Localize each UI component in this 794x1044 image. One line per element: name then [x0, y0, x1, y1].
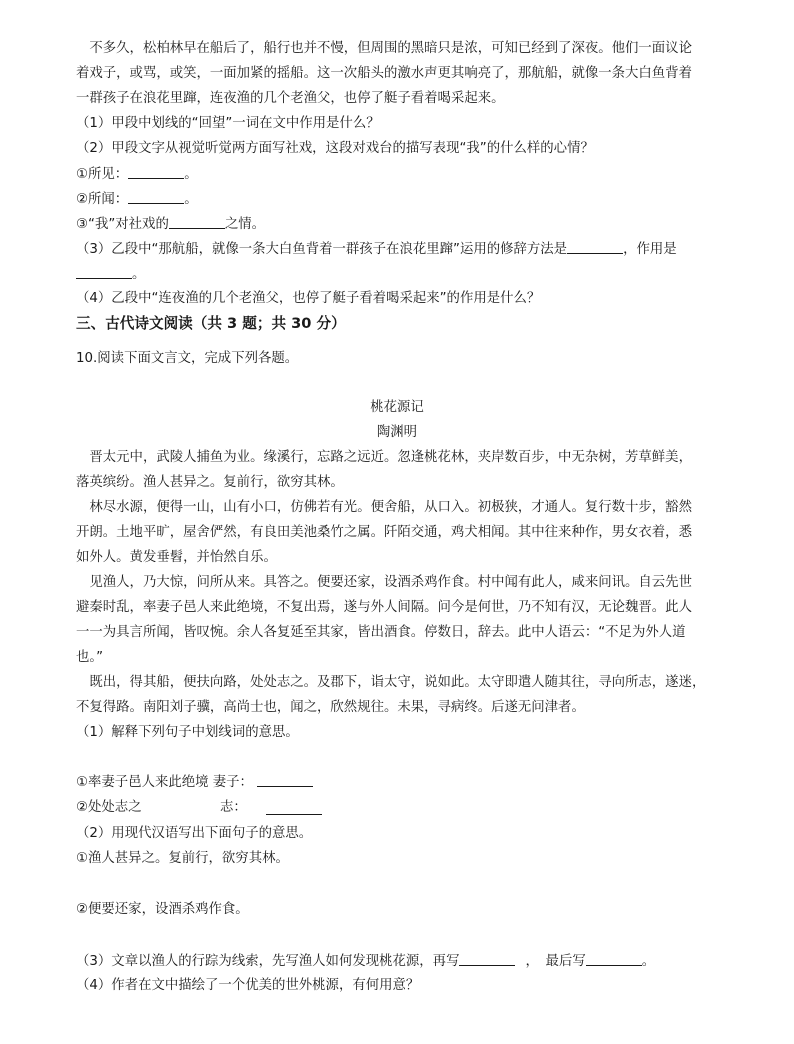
classical-text-line: 既出，得其船，便扶向路，处处志之。及郡下，诣太守，说如此。太守即遣人随其往，寻向所志，遂迷，	[76, 675, 706, 690]
classical-text-line: 林尽水源，便得一山，山有小口，仿佛若有光。便舍船，从口入。初极狭，才通人。复行数十步，豁然	[76, 500, 692, 515]
sub-question-1b-text: ②处处志之	[76, 800, 142, 815]
classical-text-line: 见渔人，乃大惊，问所从来。具答之。便要还家，设酒杀鸡作食。村中闻有此人，咸来问讯。自云先世	[76, 575, 692, 590]
answer-blank[interactable]	[128, 165, 184, 179]
sub-question-3-mid: ， 最后写	[525, 954, 586, 969]
classical-text-line: 不复得路。南阳刘子骥，高尚士也，闻之，欣然规往。未果，寻病终。后遂无问津者。	[76, 700, 585, 715]
sub-question-3-text: （3）文章以渔人的行踪为线索，先写渔人如何发现桃花源，再写	[76, 954, 460, 969]
question-3-mid: ，作用是	[623, 242, 677, 257]
sub-question-2b: ②便要还家，设酒杀鸡作食。	[76, 902, 249, 917]
question-2c-suffix: 之情。	[224, 217, 266, 232]
question-2a-label: ①所见：	[76, 167, 129, 182]
poem-author: 陶渊明	[376, 425, 418, 440]
question-3	[76, 240, 677, 259]
sub-question-1: （1）解释下列句子中划线词的意思。	[76, 725, 299, 740]
answer-blank[interactable]	[76, 265, 132, 279]
question-2b-label: ②所闻：	[76, 192, 129, 207]
question-4: （4）乙段中“连夜渔的几个老渔父，也停了艇子看着喝采起来”的作用是什么？	[76, 291, 541, 306]
section-title: 三、古代诗文阅读（共 3 题；共 30 分）	[76, 315, 346, 332]
answer-blank[interactable]	[128, 190, 184, 204]
question-3-text: （3）乙段中“那航船，就像一条大白鱼背着一群孩子在浪花里蹿”运用的修辞方法是	[76, 242, 568, 257]
sub-question-3-end: 。	[641, 954, 656, 969]
answer-blank[interactable]	[586, 952, 642, 966]
classical-text-line: 晋太元中，武陵人捕鱼为业。缘溪行，忘路之远近。忽逢桃花林，夹岸数百步，中无杂树，芳草鲜美，	[76, 450, 692, 465]
period-mark: 。	[184, 192, 198, 207]
sub-question-2a: ①渔人甚异之。复前行，欲穷其林。	[76, 851, 289, 866]
classical-text-line: 也。”	[76, 650, 104, 665]
answer-blank[interactable]	[567, 240, 623, 254]
question-2b	[76, 190, 198, 209]
classical-text-line: 一一为具言所闻，皆叹惋。余人各复延至其家，皆出酒食。停数日，辞去。此中人语云：“不足为外人道	[76, 625, 686, 640]
sub-question-2: （2）用现代汉语写出下面句子的意思。	[76, 826, 313, 841]
sub-question-1a-label: ①率妻子邑人来此绝境 妻子：	[76, 775, 253, 790]
answer-blank[interactable]	[266, 801, 322, 815]
sub-question-1b-label: 志：	[220, 800, 247, 815]
question-3-continued	[76, 265, 145, 284]
question-2a	[76, 165, 198, 184]
sub-question-1a	[76, 773, 313, 792]
classical-text-line: 如外人。黄发垂髫，并怡然自乐。	[76, 550, 277, 565]
sub-question-3	[76, 952, 655, 971]
period-mark: 。	[184, 167, 198, 182]
answer-blank[interactable]	[257, 773, 313, 787]
poem-title: 桃花源记	[370, 400, 424, 415]
sub-question-4: （4）作者在文中描绘了一个优美的世外桃源，有何用意？	[76, 978, 420, 993]
question-2: （2）甲段文字从视觉听觉两方面写社戏，这段对戏台的描写表现“我”的什么样的心情？	[76, 141, 594, 156]
question-1: （1）甲段中划线的“回望”一词在文中作用是什么？	[76, 116, 380, 131]
question-2c	[76, 215, 265, 234]
period-mark: 。	[132, 267, 146, 282]
question-2c-label: ③“我”对社戏的	[76, 217, 169, 232]
answer-blank[interactable]	[169, 215, 225, 229]
passage-line: 着戏子，或骂，或笑，一面加紧的摇船。这一次船头的激水声更其响亮了，那航船，就像一条大白鱼背着	[76, 66, 692, 81]
classical-text-line: 落英缤纷。渔人甚异之。复前行，欲穷其林。	[76, 475, 344, 490]
classical-text-line: 开朗。土地平旷，屋舍俨然，有良田美池桑竹之属。阡陌交通，鸡犬相闻。其中往来种作，男女衣着，悉	[76, 525, 692, 540]
sub-question-1b	[76, 799, 247, 817]
answer-blank[interactable]	[459, 952, 515, 966]
classical-text-line: 避秦时乱，率妻子邑人来此绝境，不复出焉，遂与外人间隔。问今是何世，乃不知有汉，无论魏晋。此人	[76, 600, 692, 615]
passage-line: 不多久，松柏林早在船后了，船行也并不慢，但周围的黑暗只是浓，可知已经到了深夜。他们一面议论	[76, 41, 692, 56]
passage-line: 一群孩子在浪花里蹿，连夜渔的几个老渔父，也停了艇子看着喝采起来。	[76, 91, 505, 106]
question-10-intro: 10.阅读下面文言文，完成下列各题。	[76, 351, 299, 366]
